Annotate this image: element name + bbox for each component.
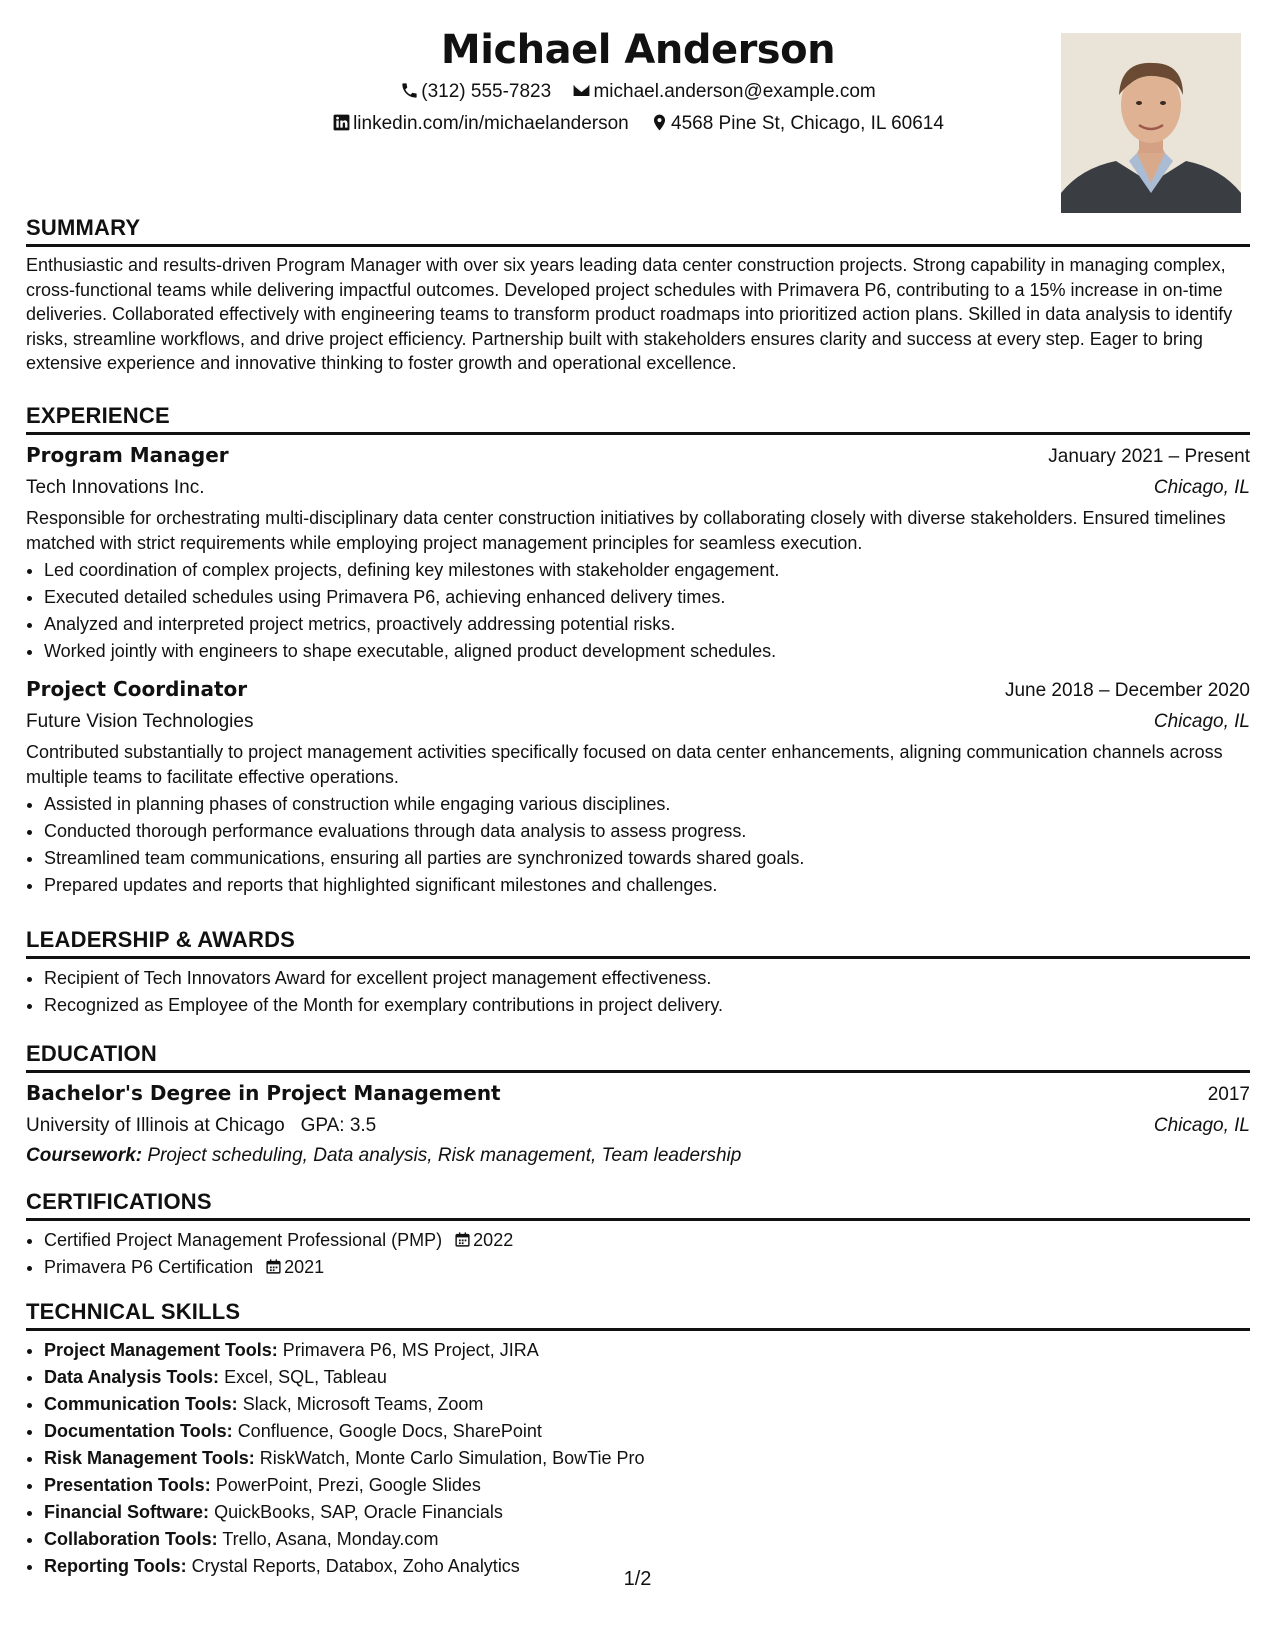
list-item [44, 1364, 1250, 1391]
email-icon [572, 81, 591, 100]
section-title: EDUCATION [26, 1040, 1250, 1073]
school-row [26, 1111, 1250, 1141]
company-name: Tech Innovations Inc. [26, 477, 205, 498]
job-header-row [26, 439, 1250, 473]
skill-label: Project Management Tools: [44, 1340, 278, 1360]
school-info [26, 1111, 376, 1141]
skill-label: Data Analysis Tools: [44, 1367, 220, 1387]
profile-photo [1061, 33, 1241, 213]
job-bullets [26, 791, 1250, 899]
list-item [44, 1227, 1250, 1254]
education-section [26, 1040, 1250, 1171]
job-description: Responsible for orchestrating multi-disciplinary data center construction initiatives by collaborating closely with diverse stakeholders. Ensured timelines matched with strict requirements while employing project management principles for seamless execution. [26, 508, 1226, 553]
job-company-row [26, 707, 1250, 737]
resume-header [26, 20, 1250, 220]
section-title: EXPERIENCE [26, 402, 1250, 435]
linkedin-icon [332, 113, 351, 132]
resume-page [26, 0, 1250, 1650]
list-item: • Assisted in planning phases of construction while engaging various disciplines. [44, 791, 1250, 818]
certifications-section [26, 1188, 1250, 1281]
coursework [26, 1141, 1250, 1171]
school-name: University of Illinois at Chicago [26, 1115, 285, 1136]
skill-label: Reporting Tools: [44, 1556, 187, 1576]
degree-name: Bachelor's Degree in Project Management [26, 1081, 501, 1105]
job-location: Chicago, IL [1153, 711, 1250, 732]
school-location: Chicago, IL [1153, 1115, 1250, 1136]
page-number: 1/2 [623, 1568, 652, 1590]
address-contact [650, 110, 944, 138]
skill-label: Collaboration Tools: [44, 1529, 218, 1549]
skill-label: Financial Software: [44, 1502, 210, 1522]
location-icon [650, 113, 669, 132]
skill-value: QuickBooks, SAP, Oracle Financials [214, 1502, 503, 1522]
list-item [44, 1418, 1250, 1445]
phone-icon [400, 81, 419, 100]
skill-value: Confluence, Google Docs, SharePoint [237, 1421, 542, 1441]
job-description: Contributed substantially to project management activities specifically focused on data center enhancements, aligning communication channels across multiple teams to facilitate effective operations. [26, 742, 1223, 787]
list-item: • Recipient of Tech Innovators Award for excellent project management effectiveness. [44, 965, 1250, 992]
list-item [44, 1254, 1250, 1281]
street-address: 4568 Pine St, Chicago, IL 60614 [671, 113, 944, 134]
summary-section [26, 214, 1250, 376]
cert-name: Certified Project Management Professional (PMP) [44, 1230, 443, 1250]
calendar-icon [265, 1258, 282, 1275]
list-item: • Led coordination of complex projects, defining key milestones with stakeholder engagement. [44, 557, 1250, 584]
list-item [44, 1445, 1250, 1472]
skill-label: Communication Tools: [44, 1394, 238, 1414]
gpa: GPA: 3.5 [300, 1115, 377, 1136]
email-address: michael.anderson@example.com [593, 81, 876, 102]
certifications-list [26, 1227, 1250, 1281]
linkedin-contact[interactable] [332, 110, 629, 138]
list-item [44, 1526, 1250, 1553]
list-item: • Conducted thorough performance evaluations through data analysis to assess progress. [44, 818, 1250, 845]
candidate-name: Michael Anderson [440, 27, 836, 73]
list-item: • Executed detailed schedules using Primavera P6, achieving enhanced delivery times. [44, 584, 1250, 611]
list-item [44, 1391, 1250, 1418]
skill-value: Crystal Reports, Databox, Zoho Analytics [191, 1556, 520, 1576]
section-title: SUMMARY [26, 214, 1250, 247]
company-name: Future Vision Technologies [26, 711, 254, 732]
list-item: • Recognized as Employee of the Month for exemplary contributions in project delivery. [44, 992, 1250, 1019]
section-title: TECHNICAL SKILLS [26, 1298, 1250, 1331]
graduation-year: 2017 [1207, 1084, 1250, 1105]
skill-label: Risk Management Tools: [44, 1448, 255, 1468]
skill-value: PowerPoint, Prezi, Google Slides [215, 1475, 481, 1495]
phone-number: (312) 555-7823 [421, 81, 552, 102]
summary-text: Enthusiastic and results-driven Program Manager with over six years leading data center construction projects. Strong capability in managing complex, cross-functional teams while delivering impactful outcomes. Developed project schedules with Primavera P6, contributing to a 15% increase in on-time deliveries. Collaborated effectively with engineering teams to transform product roadmaps into prioritized action plans. Skilled in data analysis to identify risks, streamline workflows, and drive project efficiency. Partnership built with stakeholders ensures clarity and success at every step. Eager to bring extensive experience and innovative thinking to foster growth and operational excellence. [26, 255, 1233, 373]
cert-year: 2022 [473, 1230, 514, 1250]
coursework-label: Coursework: [26, 1145, 143, 1166]
skills-section [26, 1298, 1250, 1580]
job-header-row [26, 673, 1250, 707]
cert-year: 2021 [284, 1257, 325, 1277]
degree-row [26, 1077, 1250, 1111]
skill-value: Slack, Microsoft Teams, Zoom [242, 1394, 484, 1414]
calendar-icon [454, 1231, 471, 1248]
section-title: CERTIFICATIONS [26, 1188, 1250, 1221]
skill-value: Primavera P6, MS Project, JIRA [282, 1340, 539, 1360]
section-title: LEADERSHIP & AWARDS [26, 926, 1250, 959]
job-entry [26, 439, 1250, 665]
list-item: • Worked jointly with engineers to shape executable, aligned product development schedules. [44, 638, 1250, 665]
job-entry [26, 673, 1250, 899]
job-bullets [26, 557, 1250, 665]
job-location: Chicago, IL [1153, 477, 1250, 498]
list-item [44, 1337, 1250, 1364]
job-title: Project Coordinator [26, 677, 248, 701]
list-item: • Streamlined team communications, ensuring all parties are synchronized towards shared goals. [44, 845, 1250, 872]
list-item: • Analyzed and interpreted project metrics, proactively addressing potential risks. [44, 611, 1250, 638]
skill-label: Documentation Tools: [44, 1421, 233, 1441]
job-dates: January 2021 – Present [1048, 446, 1250, 467]
linkedin-url: linkedin.com/in/michaelanderson [353, 113, 629, 134]
phone-contact[interactable] [400, 78, 551, 106]
skills-list [26, 1337, 1250, 1580]
coursework-list: Project scheduling, Data analysis, Risk management, Team leadership [147, 1145, 742, 1166]
skill-label: Presentation Tools: [44, 1475, 211, 1495]
skill-value: Excel, SQL, Tableau [224, 1367, 387, 1387]
awards-list [26, 965, 1250, 1019]
cert-name: Primavera P6 Certification [44, 1257, 254, 1277]
list-item [44, 1472, 1250, 1499]
list-item [44, 1499, 1250, 1526]
job-dates: June 2018 – December 2020 [1004, 680, 1250, 701]
job-title: Program Manager [26, 443, 229, 467]
email-contact[interactable] [572, 78, 875, 106]
leadership-section [26, 926, 1250, 1019]
skill-value: RiskWatch, Monte Carlo Simulation, BowTie Pro [259, 1448, 645, 1468]
skill-value: Trello, Asana, Monday.com [222, 1529, 439, 1549]
list-item: • Prepared updates and reports that highlighted significant milestones and challenges. [44, 872, 1250, 899]
job-company-row [26, 473, 1250, 503]
experience-section [26, 402, 1250, 899]
